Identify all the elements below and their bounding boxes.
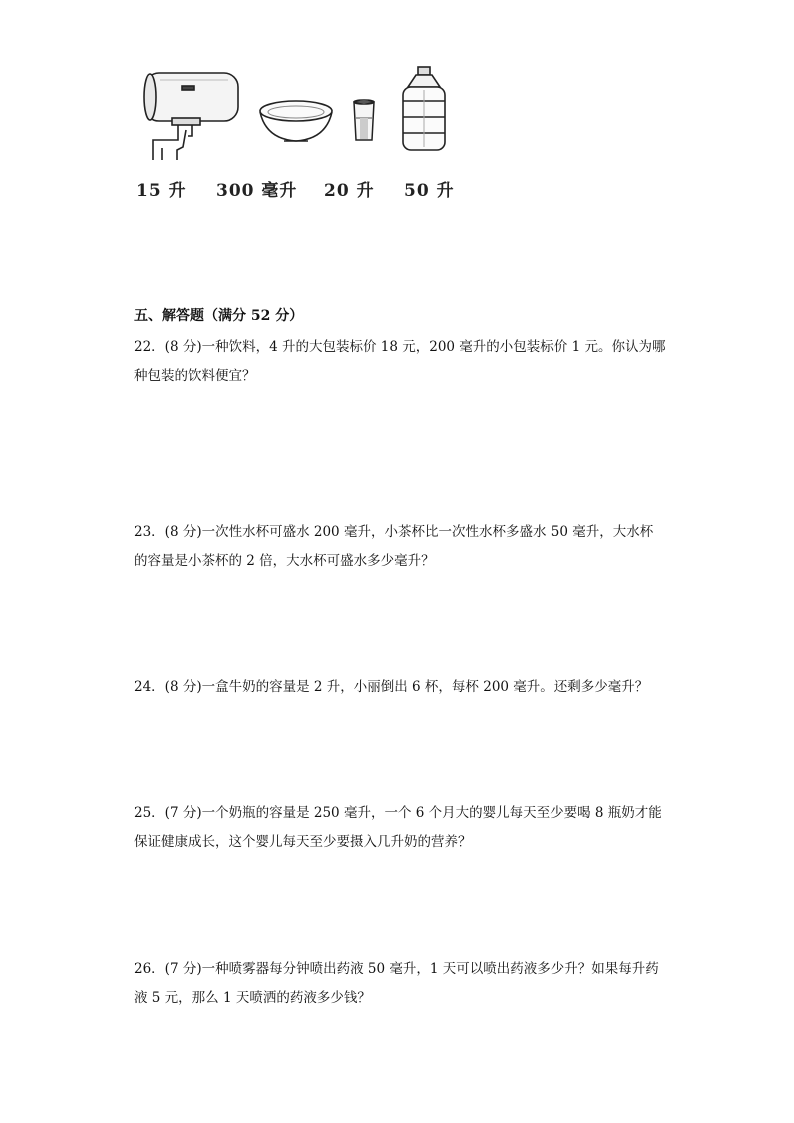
question-22-line1: 22．(8 分)一种饮料，4 升的大包装标价 18 元，200 毫升的小包装标价 1 元。你认为哪	[134, 339, 666, 355]
question-26	[134, 955, 674, 1013]
question-24	[134, 673, 674, 702]
figure-label-20l: 20 升	[324, 181, 375, 201]
question-22	[134, 333, 674, 391]
question-23	[134, 518, 674, 576]
water-heater-icon	[144, 73, 238, 160]
figure-drawing	[0, 0, 794, 210]
figure	[0, 0, 794, 210]
question-22-line2: 种包装的饮料便宜？	[134, 368, 256, 384]
section-title: 五、解答题（满分 52 分）	[134, 308, 304, 324]
basin-icon	[260, 101, 332, 141]
glass-icon	[354, 100, 374, 140]
question-23-line2: 的容量是小茶杯的 2 倍，大水杯可盛水多少毫升？	[134, 553, 435, 569]
figure-label-50l: 50 升	[404, 181, 455, 201]
question-25	[134, 799, 674, 857]
figure-label-300ml: 300 毫升	[216, 181, 298, 201]
question-26-line2: 液 5 元，那么 1 天喷洒的药液多少钱？	[134, 990, 371, 1006]
question-26-line1: 26．(7 分)一种喷雾器每分钟喷出药液 50 毫升，1 天可以喷出药液多少升？如果每升药	[134, 961, 659, 977]
question-23-line1: 23．(8 分)一次性水杯可盛水 200 毫升，小茶杯比一次性水杯多盛水 50 毫升，大水杯	[134, 524, 654, 540]
question-25-line1: 25．(7 分)一个奶瓶的容量是 250 毫升，一个 6 个月大的婴儿每天至少要喝 8 瓶奶才能	[134, 805, 662, 821]
question-25-line2: 保证健康成长，这个婴儿每天至少要摄入几升奶的营养？	[134, 834, 472, 850]
water-bottle-icon	[403, 67, 445, 150]
question-24-line1: 24．(8 分)一盒牛奶的容量是 2 升，小丽倒出 6 杯，每杯 200 毫升。还剩多少毫升？	[134, 679, 649, 695]
figure-label-15l: 15 升	[136, 181, 187, 201]
